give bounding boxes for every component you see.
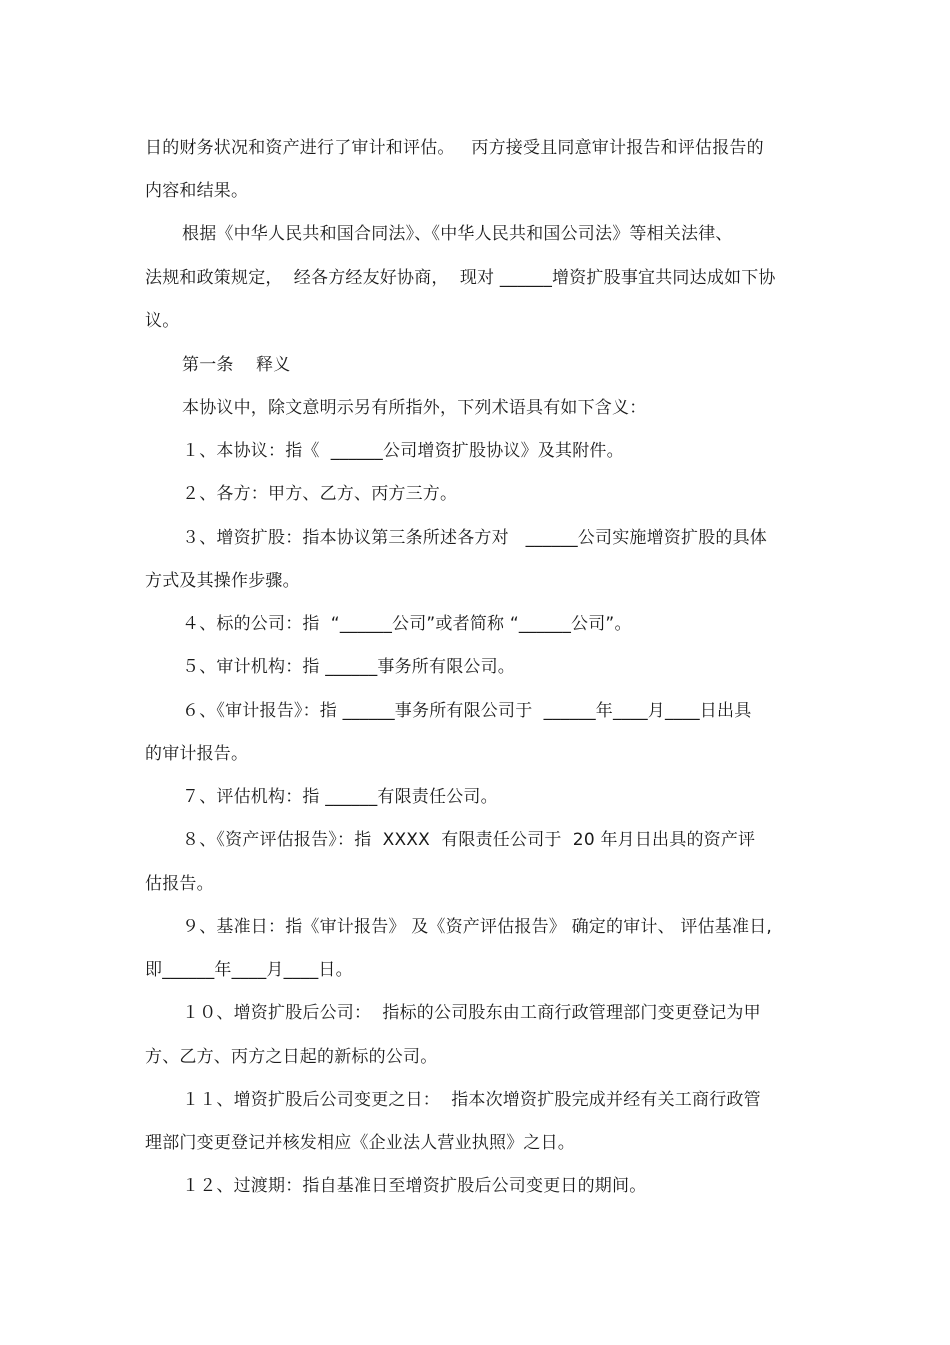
definition-item: ２、各方：甲方、乙方、丙方三方。 — [182, 484, 458, 504]
paragraph-line: 方式及其操作步骤。 — [145, 571, 300, 591]
paragraph-line: 日的财务状况和资产进行了审计和评估。 丙方接受且同意审计报告和评估报告的 — [145, 138, 764, 158]
paragraph-line: 议。 — [145, 311, 180, 331]
definition-item: １、本协议：指《 ______公司增资扩股协议》及其附件。 — [182, 441, 624, 461]
paragraph-line: 法规和政策规定， 经各方经友好协商， 现对 ______增资扩股事宜共同达成如下协 — [145, 268, 776, 288]
paragraph-line: 本协议中，除文意明示另有所指外，下列术语具有如下含义： — [182, 398, 647, 418]
section-heading: 第一条 释义 — [182, 355, 291, 375]
definition-item: ６、《审计报告》：指 ______事务所有限公司于 ______年____月____日出具 — [182, 701, 752, 721]
definition-item: ９、基准日：指《审计报告》 及《资产评估报告》 确定的审计、 评估基准日, — [182, 917, 773, 937]
paragraph-line: 即______年____月____日。 — [145, 960, 353, 980]
definition-item: ４、标的公司：指 “______公司”或者简称 “______公司”。 — [182, 614, 632, 634]
paragraph-line: 估报告。 — [145, 874, 214, 894]
definition-item: ７、评估机构：指 ______有限责任公司。 — [182, 787, 498, 807]
paragraph-line: 方、乙方、丙方之日起的新标的公司。 — [145, 1047, 438, 1067]
paragraph-line: 内容和结果。 — [145, 181, 249, 201]
definition-item: １２、过渡期：指自基准日至增资扩股后公司变更日的期间。 — [182, 1176, 647, 1196]
paragraph-line: 理部门变更登记并核发相应《企业法人营业执照》之日。 — [145, 1133, 575, 1153]
definition-item: １０、增资扩股后公司： 指标的公司股东由工商行政管理部门变更登记为甲 — [182, 1003, 761, 1023]
paragraph-line: 根据《中华人民共和国合同法》、《中华人民共和国公司法》等相关法律、 — [182, 224, 733, 244]
definition-item: ３、增资扩股：指本协议第三条所述各方对 ______公司实施增资扩股的具体 — [182, 528, 768, 548]
definition-item: ８、《资产评估报告》：指 XXXX 有限责任公司于 20 年月日出具的资产评 — [182, 830, 756, 850]
paragraph-line: 的审计报告。 — [145, 744, 249, 764]
definition-item: １１、增资扩股后公司变更之日： 指本次增资扩股完成并经有关工商行政管 — [182, 1090, 761, 1110]
definition-item: ５、审计机构：指 ______事务所有限公司。 — [182, 657, 516, 677]
